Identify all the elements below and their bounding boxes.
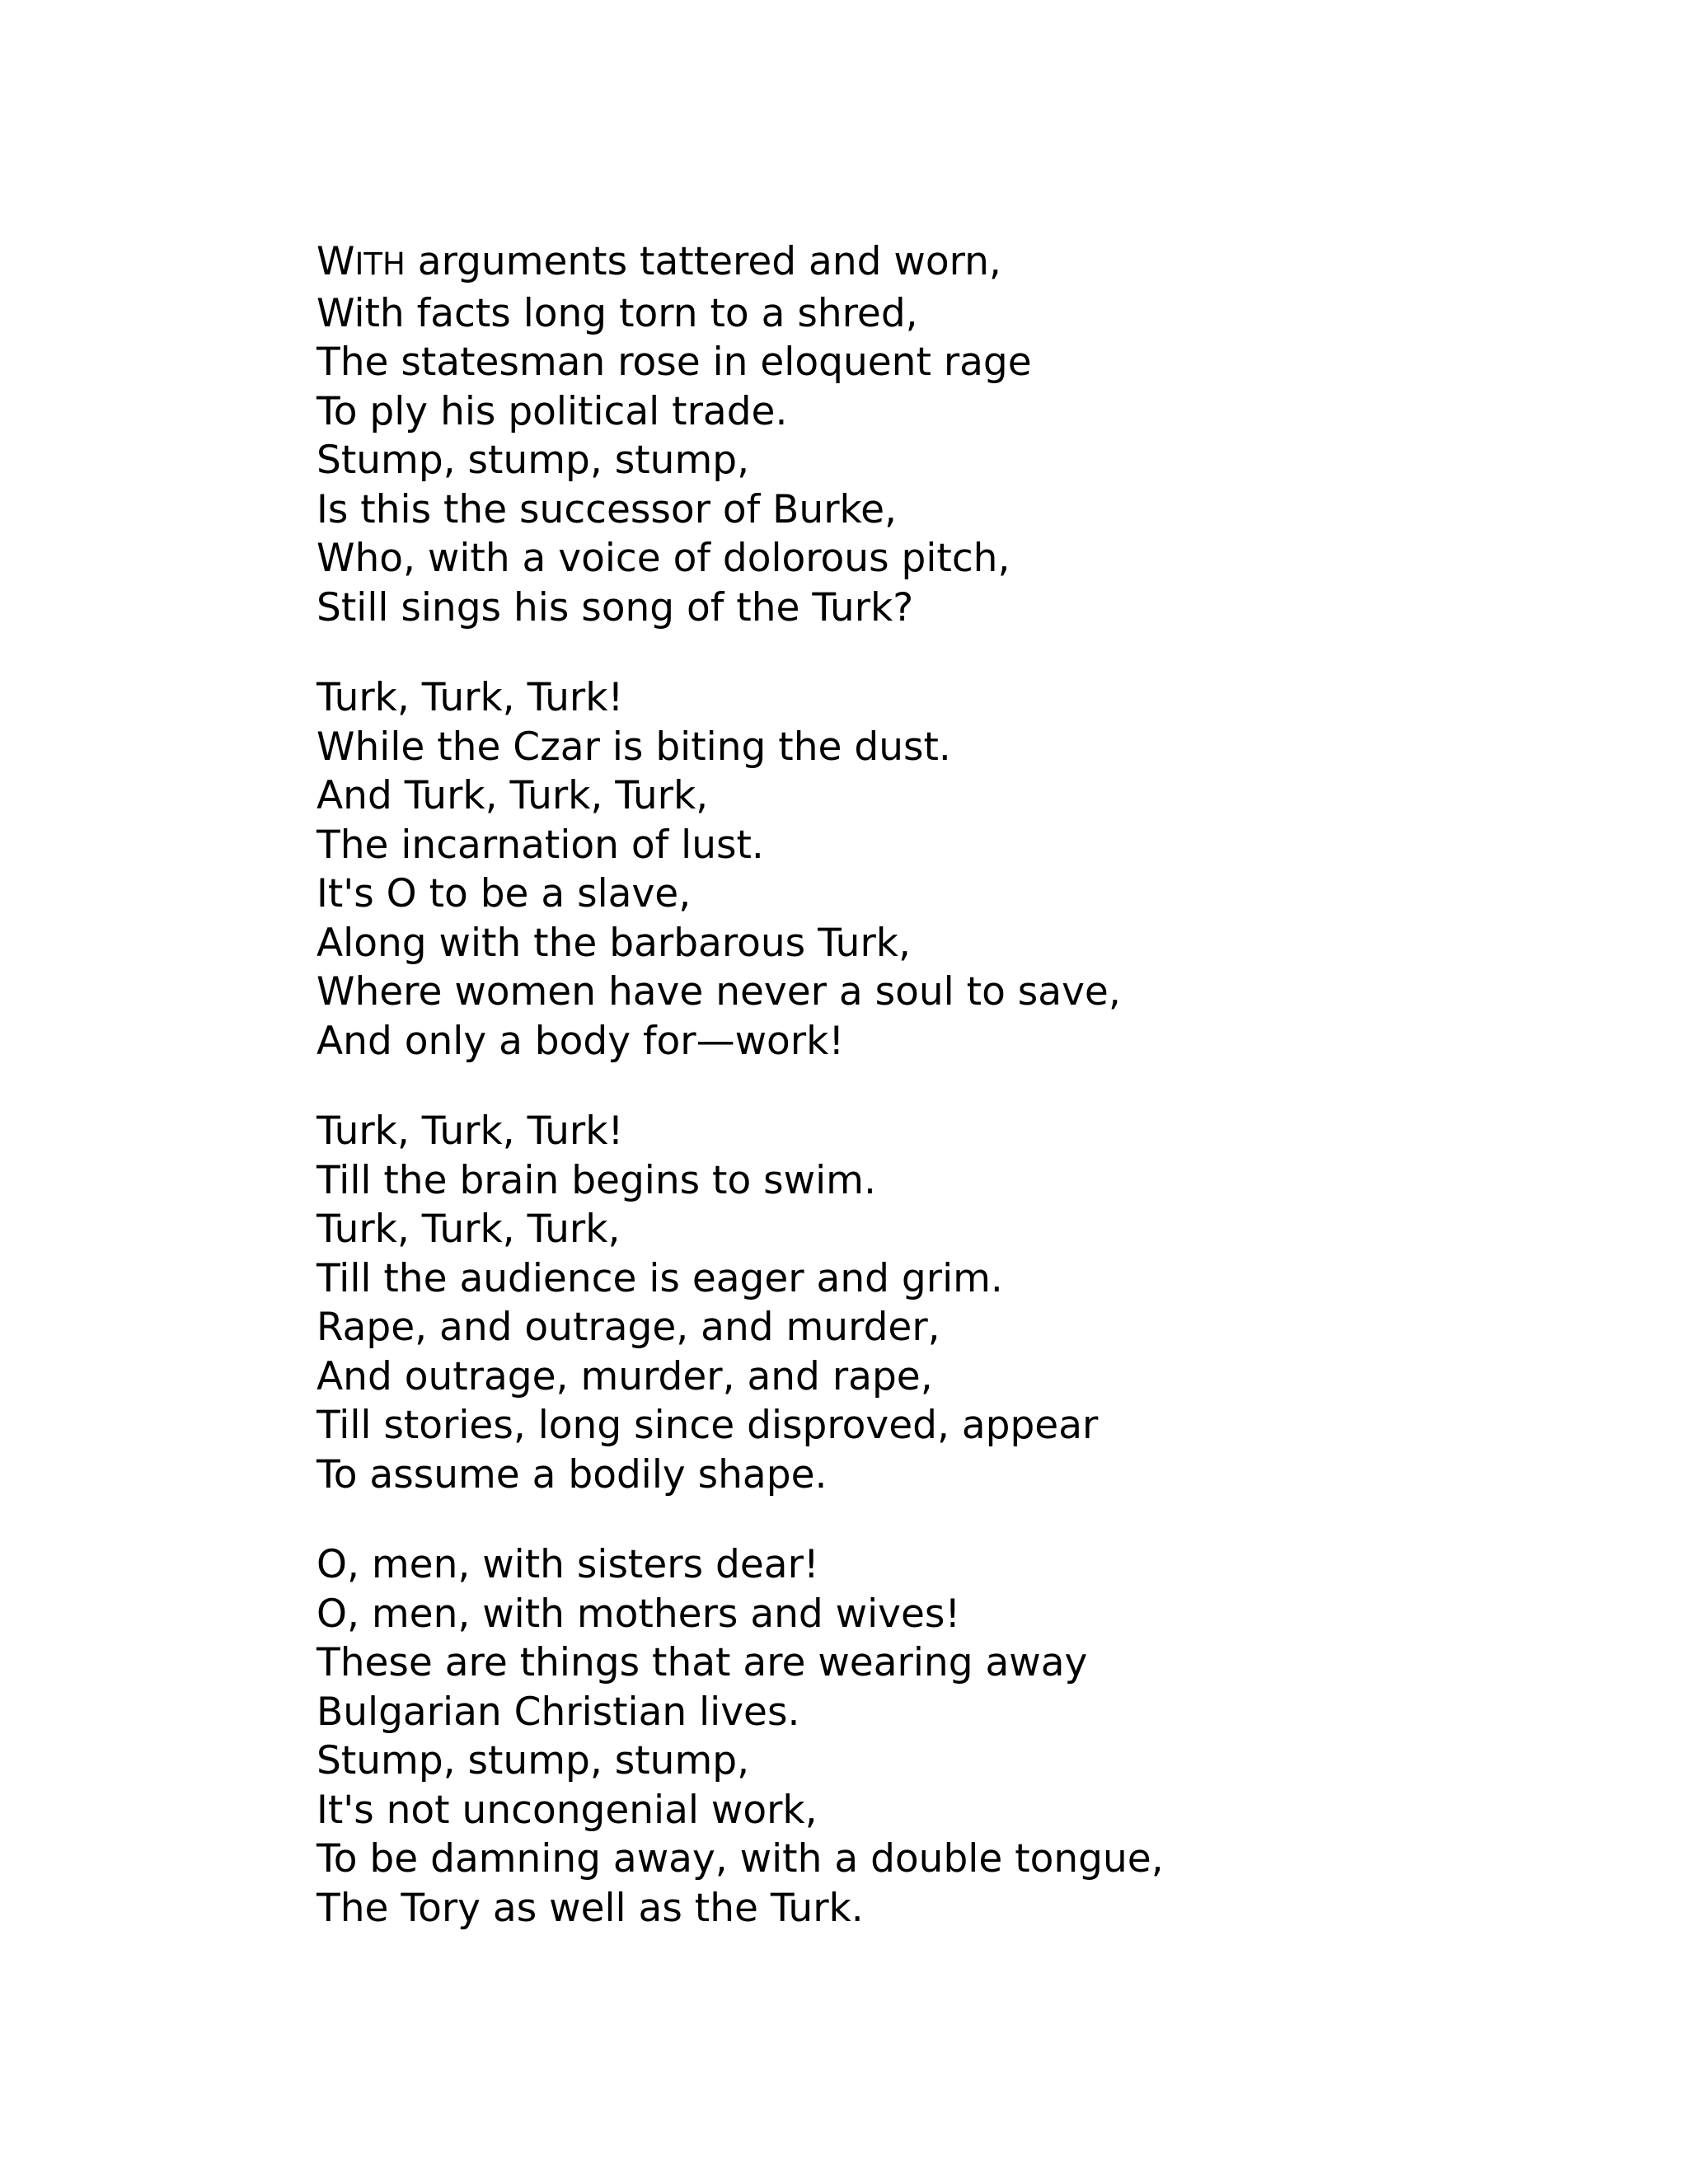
poem-line: Who, with a voice of dolorous pitch, bbox=[316, 536, 1010, 581]
poem-line: To be damning away, with a double tongue, bbox=[316, 1836, 1164, 1882]
poem-line: To ply his political trade. bbox=[316, 388, 788, 434]
poem-line: Till the brain begins to swim. bbox=[316, 1157, 876, 1203]
poem-line: It's not uncongenial work, bbox=[316, 1787, 818, 1833]
poem bbox=[316, 237, 1553, 1974]
poem-line: Bulgarian Christian lives. bbox=[316, 1689, 800, 1735]
stanza-4 bbox=[316, 1540, 1553, 1933]
poem-line: With facts long torn to a shred, bbox=[316, 290, 918, 336]
poem-line: Stump, stump, stump, bbox=[316, 1738, 750, 1783]
first-line-rest: arguments tattered and worn, bbox=[405, 239, 1001, 284]
poem-line: Rape, and outrage, and murder, bbox=[316, 1305, 940, 1350]
poem-line: The Tory as well as the Turk. bbox=[316, 1885, 864, 1931]
poem-line: Where women have never a soul to save, bbox=[316, 969, 1121, 1015]
poem-line: Turk, Turk, Turk, bbox=[316, 1207, 621, 1252]
poem-line: O, men, with mothers and wives! bbox=[316, 1591, 961, 1637]
poem-line: The incarnation of lust. bbox=[316, 822, 764, 868]
stanza-3 bbox=[316, 1107, 1553, 1499]
poem-line: These are things that are wearing away bbox=[316, 1640, 1088, 1685]
poem-line: To assume a bodily shape. bbox=[316, 1451, 828, 1497]
poem-line: And Turk, Turk, Turk, bbox=[316, 773, 709, 818]
poem-line: Stump, stump, stump, bbox=[316, 438, 750, 483]
poem-line: Is this the successor of Burke, bbox=[316, 486, 897, 532]
poem-line: The statesman rose in eloquent rage bbox=[316, 340, 1032, 385]
drop-initial: W bbox=[316, 239, 355, 284]
poem-line: While the Czar is biting the dust. bbox=[316, 724, 951, 770]
poem-line: Turk, Turk, Turk! bbox=[316, 1108, 624, 1154]
poem-line: And outrage, murder, and rape, bbox=[316, 1353, 933, 1399]
poem-line: Till the audience is eager and grim. bbox=[316, 1255, 1003, 1301]
small-caps-word: ITH bbox=[354, 246, 406, 282]
poem-line: And only a body for—work! bbox=[316, 1018, 845, 1064]
poem-line: Along with the barbarous Turk, bbox=[316, 920, 911, 966]
stanza-2 bbox=[316, 673, 1553, 1066]
poem-line-first bbox=[316, 237, 1553, 289]
poem-line: O, men, with sisters dear! bbox=[316, 1542, 819, 1587]
poem-line: Turk, Turk, Turk! bbox=[316, 675, 624, 720]
poem-line: It's O to be a slave, bbox=[316, 871, 692, 916]
poem-line: Till stories, long since disproved, appear bbox=[316, 1403, 1099, 1448]
stanza-1 bbox=[316, 237, 1553, 632]
poem-line: Still sings his song of the Turk? bbox=[316, 584, 914, 630]
